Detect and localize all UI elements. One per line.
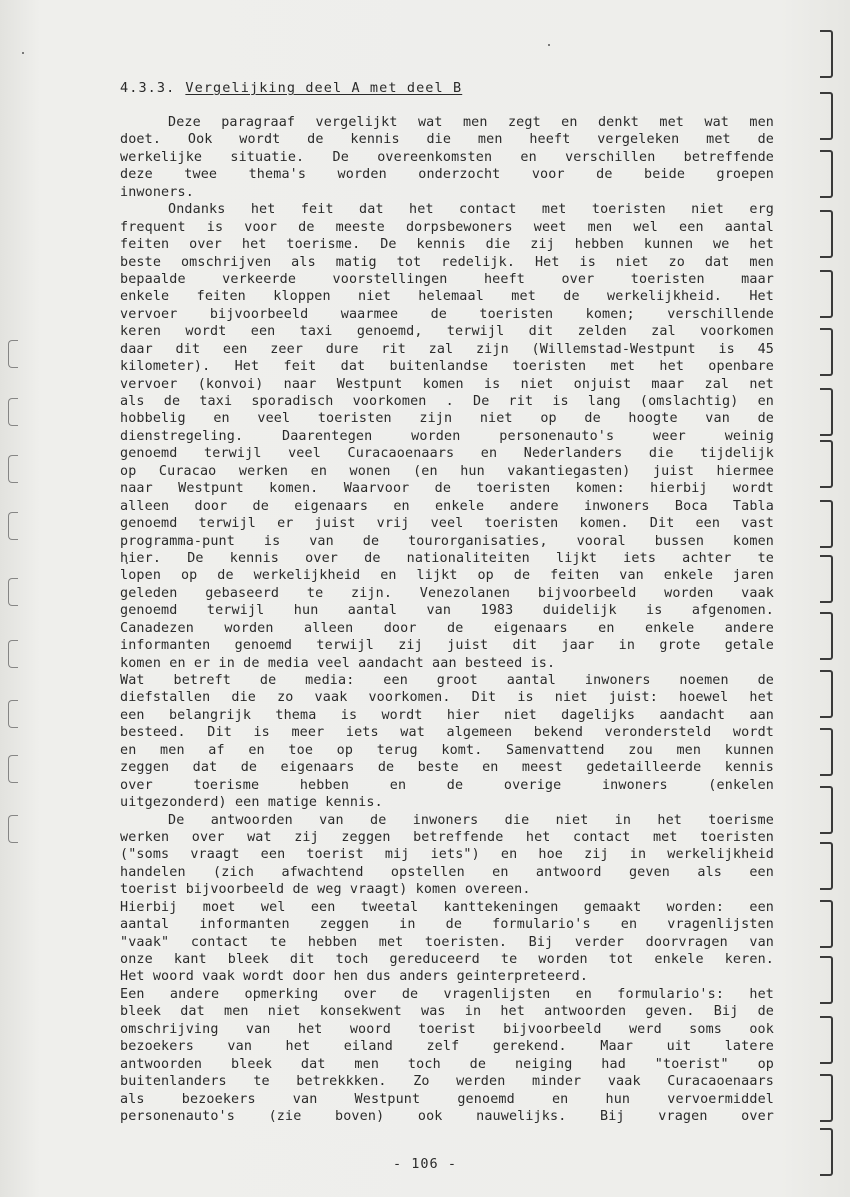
binder-ring <box>820 1074 833 1122</box>
punch-hole-mark <box>8 398 18 426</box>
text-line: een belangrijk thema is wordt hier niet dagelijks aandacht aan <box>120 707 774 723</box>
punch-hole-mark <box>8 640 18 668</box>
section-heading <box>120 80 462 96</box>
punch-hole-mark <box>8 578 18 606</box>
text-line: Ondanks het feit dat het contact met toeristen niet erg <box>168 202 774 218</box>
text-line: en men af en toe op terug komt. Samenvattend zou men kunnen <box>120 742 774 758</box>
text-line: bleek dat men niet konsekwent was in het antwoorden geven. Bij de <box>120 1004 774 1020</box>
text-line: "vaak" contact te hebben met toeristen. Bij verder doorvragen van <box>120 934 774 950</box>
text-line: bezoekers van het eiland zelf gerekend. Maar uit latere <box>120 1039 774 1055</box>
text-line: Wat betreft de media: een groot aantal inwoners noemen de <box>120 673 774 688</box>
binder-ring <box>820 328 833 376</box>
binder-ring <box>820 388 833 436</box>
text-line: onze kant bleek dit toch gereduceerd te worden tot enkele keren. <box>120 952 774 967</box>
text-line: Hierbij moet wel een tweetal kanttekeningen gemaakt worden: een <box>120 899 774 915</box>
text-line: programma-punt is van de tourorganisaties, vooral bussen komen <box>120 533 774 549</box>
text-line: antwoorden bleek dat men toch de neiging had "toerist" op <box>120 1056 774 1072</box>
scan-speck <box>548 44 550 46</box>
binder-ring <box>820 210 833 258</box>
text-line: keren wordt een taxi genoemd, terwijl dit zelden zal voorkomen <box>120 324 774 340</box>
text-line: genoemd terwijl hun aantal van 1983 duidelijk is afgenomen. <box>120 603 774 619</box>
punch-hole-mark <box>8 755 18 783</box>
text-line: als de taxi sporadisch voorkomen . De rit is lang (omslachtig) en <box>120 394 774 409</box>
binder-ring <box>820 1016 833 1064</box>
binder-ring <box>820 555 833 603</box>
text-line: buitenlanders te betrekkken. Zo werden minder vaak Curacaoenaars <box>120 1074 774 1090</box>
punch-hole-mark <box>8 815 18 843</box>
text-line: enkele feiten kloppen niet helemaal met de werkelijkheid. Het <box>120 289 774 305</box>
text-line: De antwoorden van de inwoners die niet in het toerisme <box>168 812 774 828</box>
text-line: aantal informanten zeggen in de formulario's en vragenlijsten <box>120 917 774 933</box>
text-line: feiten over het toerisme. De kennis die zij hebben kunnen we het <box>120 237 774 253</box>
text-line: dienstregeling. Daarentegen worden personenauto's weer weinig <box>120 428 774 444</box>
text-line: geleden gebaseerd te zijn. Venezolanen bijvoorbeeld worden vaak <box>120 585 774 601</box>
text-line: genoemd terwijl er juist vrij veel toeristen komen. Dit een vast <box>120 516 774 532</box>
text-line: deze twee thema's worden onderzocht voor de beide groepen <box>120 167 774 183</box>
text-line: beste omschrijven als matig tot redelijk. Het is niet zo dat men <box>120 254 774 270</box>
text-line: Canadezen worden alleen door de eigenaars en enkele andere <box>120 620 774 636</box>
text-line: komen en er in de media veel aandacht aan besteed is. <box>120 655 556 671</box>
text-line: lopen op de werkelijkheid en lijkt op de feiten van enkele jaren <box>120 568 774 584</box>
text-line: vervoer bijvoorbeeld waarmee de toeristen komen; verschillende <box>120 306 774 322</box>
punch-hole-mark <box>8 700 18 728</box>
text-line: informanten genoemd terwijl zij juist dit jaar in grote getale <box>120 638 774 654</box>
binder-ring <box>820 728 833 776</box>
text-line: Het woord vaak wordt door hen dus anders geinterpreteerd. <box>120 969 589 985</box>
text-line: handelen (zich afwachtend opstellen en antwoord geven als een <box>120 864 774 880</box>
text-line: Een andere opmerking over de vragenlijsten en formulario's: het <box>120 986 774 1002</box>
section-title: Vergelijking deel A met deel B <box>185 80 463 96</box>
text-line: doet. Ook wordt de kennis die men heeft vergeleken met de <box>120 132 774 148</box>
text-line: hobbelig en veel toeristen zijn niet op de hoogte van de <box>120 411 774 427</box>
text-line: toerist bijvoorbeeld de weg vraagt) komen overeen. <box>120 882 531 898</box>
text-line: vervoer (konvoi) naar Westpunt komen is niet onjuist maar zal net <box>120 376 774 392</box>
punch-hole-mark <box>8 512 18 540</box>
text-line: daar dit een zeer dure rit zal zijn (Willemstad-Westpunt is 45 <box>120 341 774 357</box>
text-line: inwoners. <box>120 184 194 200</box>
body-text <box>120 114 774 1125</box>
binder-ring <box>820 150 833 198</box>
page-number: - 106 - <box>393 1156 457 1172</box>
text-line: hier. De kennis over de nationaliteiten lijkt iets achter te <box>120 550 774 566</box>
text-line: personenauto's (zie boven) ook nauwelijks. Bij vragen over <box>120 1108 774 1124</box>
text-line: over toerisme hebben en de overige inwoners (enkelen <box>120 777 774 793</box>
binder-ring <box>820 786 833 834</box>
text-line: frequent is voor de meeste dorpsbewoners weet men wel een aantal <box>120 219 774 235</box>
text-line: alleen door de eigenaars en enkele andere inwoners Boca Tabla <box>120 498 774 514</box>
punch-hole-mark <box>8 455 18 483</box>
punch-hole-mark <box>8 340 18 368</box>
text-line: besteed. Dit is meer iets wat algemeen bekend verondersteld wordt <box>120 725 774 741</box>
text-line: op Curacao werken en wonen (en hun vakantiegasten) juist hiermee <box>120 463 774 479</box>
text-line: werkelijke situatie. De overeenkomsten en verschillen betreffende <box>120 149 774 165</box>
text-line: werken over wat zij zeggen betreffende het contact met toeristen <box>120 829 774 845</box>
binder-ring <box>820 900 833 948</box>
binder-ring <box>820 440 833 488</box>
binder-ring <box>820 92 833 140</box>
text-line: uitgezonderd) een matige kennis. <box>120 795 383 811</box>
text-line: als bezoekers van Westpunt genoemd en hun vervoermiddel <box>120 1091 774 1107</box>
binder-ring <box>820 842 833 890</box>
scan-speck <box>22 52 24 54</box>
binder-ring <box>820 956 833 1004</box>
text-line: genoemd terwijl veel Curacaoenaars en Nederlanders die tijdelijk <box>120 446 774 462</box>
binder-ring <box>820 612 833 660</box>
text-line: naar Westpunt komen. Waarvoor de toeristen komen: hierbij wordt <box>120 481 774 497</box>
text-line: ("soms vraagt een toerist mij iets") en hoe zij in werkelijkheid <box>120 847 774 863</box>
binder-ring <box>820 270 833 318</box>
section-number: 4.3.3. <box>120 80 176 96</box>
text-line: diefstallen die zo vaak voorkomen. Dit is niet juist: hoewel het <box>120 690 774 706</box>
binder-ring <box>820 670 833 718</box>
binder-ring <box>820 30 833 78</box>
text-line: bepaalde verkeerde voorstellingen heeft over toeristen maar <box>120 271 774 287</box>
text-line: Deze paragraaf vergelijkt wat men zegt en denkt met wat men <box>168 115 774 130</box>
text-line: zeggen dat de eigenaars de beste en meest gedetailleerde kennis <box>120 760 774 776</box>
binder-ring <box>820 500 833 548</box>
text-line: kilometer). Het feit dat buitenlandse toeristen met het openbare <box>120 359 774 375</box>
text-line: omschrijving van het woord toerist bijvoorbeeld werd soms ook <box>120 1021 774 1037</box>
